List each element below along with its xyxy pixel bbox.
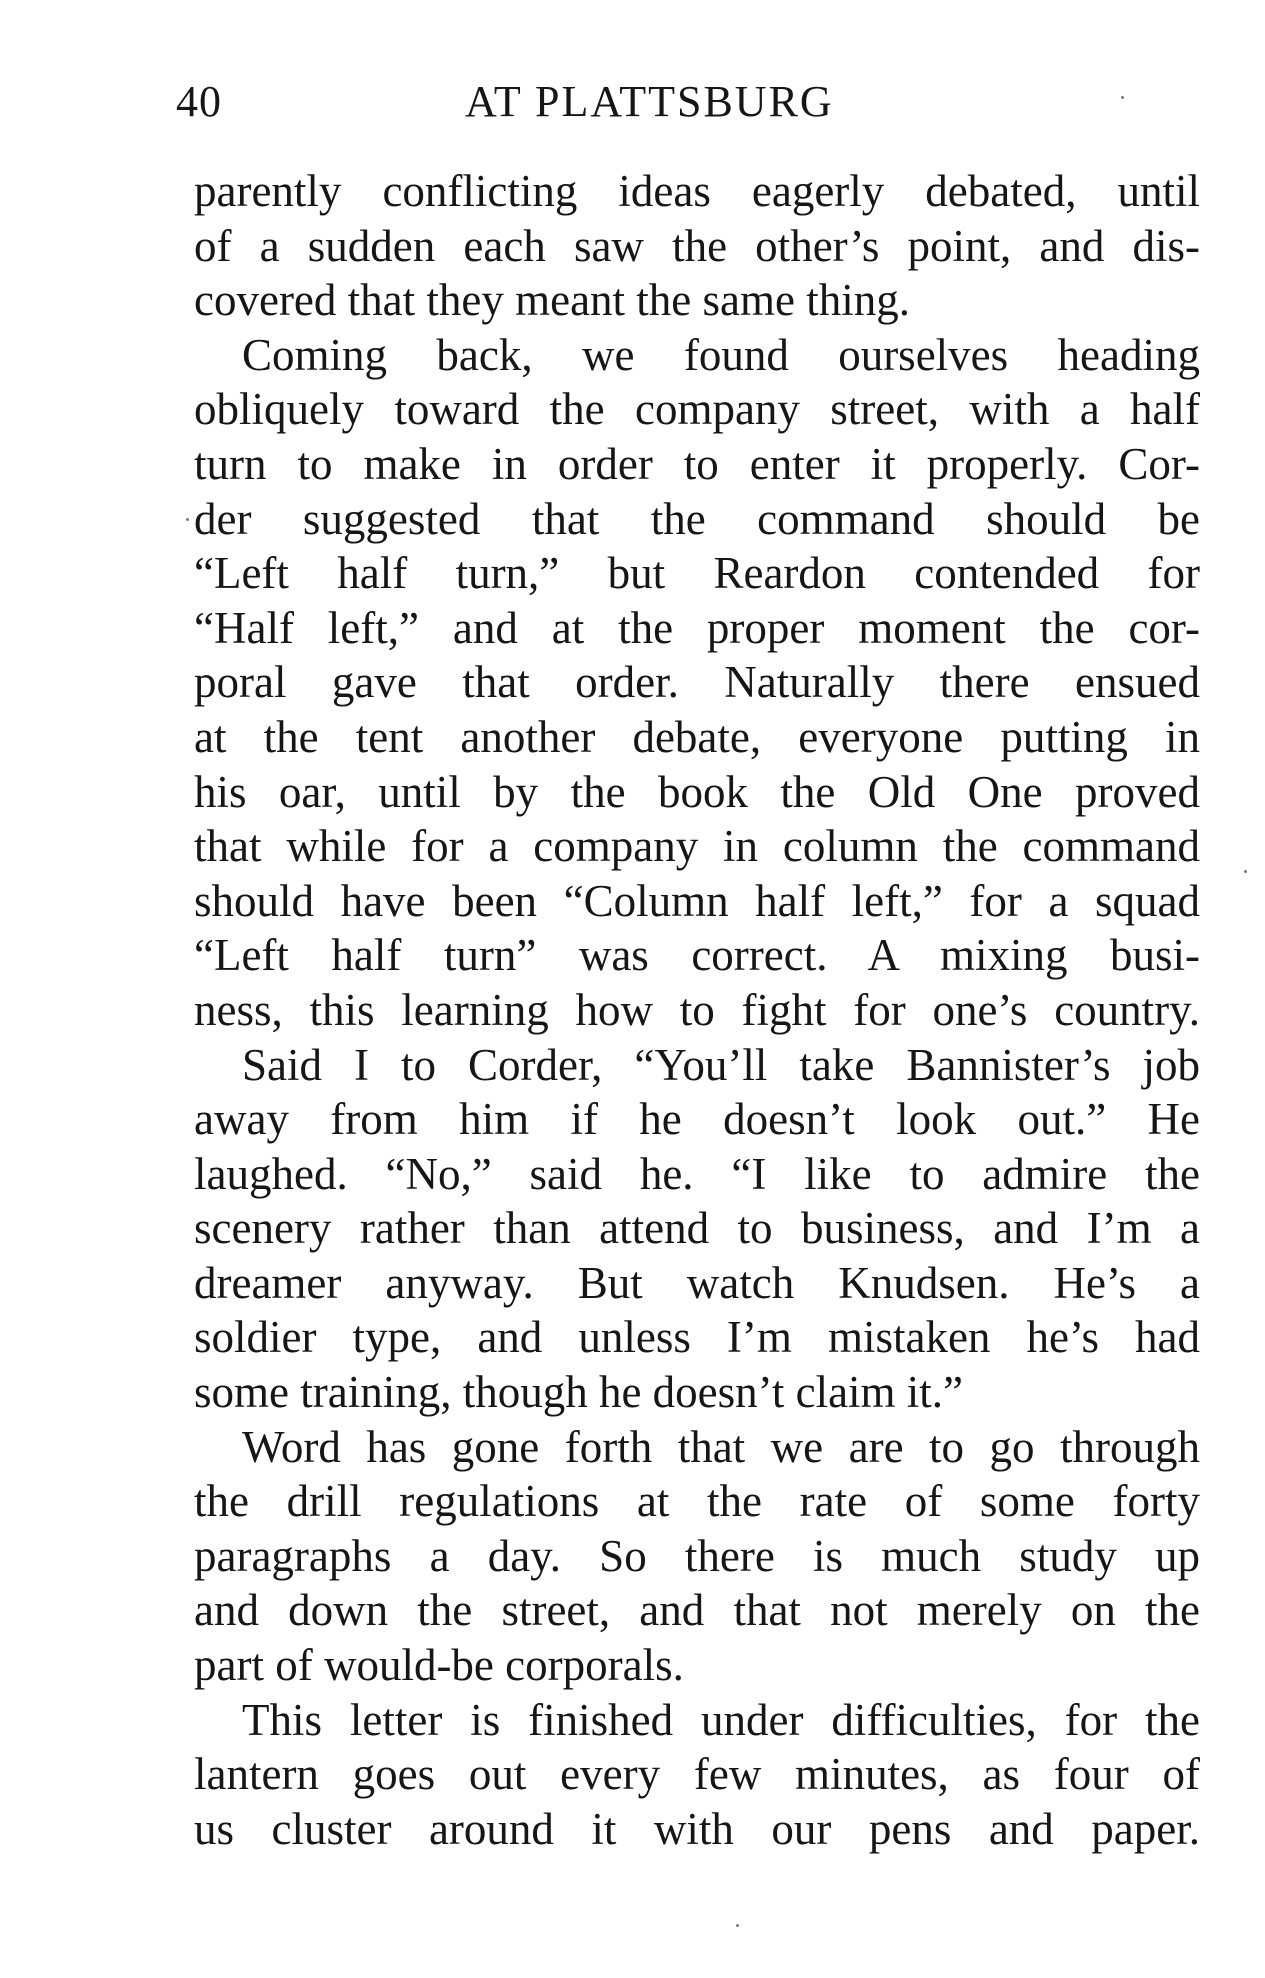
paper-speck bbox=[1244, 870, 1247, 873]
text-line: covered that they meant the same thing. bbox=[194, 275, 911, 326]
text-line: and down the street, and that not merely on the bbox=[194, 1585, 1200, 1636]
paragraph-5 bbox=[194, 1693, 1200, 1857]
text-line: of a sudden each saw the other’s point, and dis- bbox=[194, 220, 1200, 271]
text-line: ness, this learning how to fight for one’s country. bbox=[194, 984, 1200, 1035]
text-line: Coming back, we found ourselves heading bbox=[242, 329, 1200, 380]
text-line: poral gave that order. Naturally there ensued bbox=[194, 657, 1200, 708]
paragraph-4 bbox=[194, 1420, 1200, 1693]
body-text bbox=[194, 164, 1200, 1856]
text-line: Word has gone forth that we are to go through bbox=[242, 1421, 1200, 1472]
text-line: turn to make in order to enter it properly. Cor- bbox=[194, 438, 1200, 489]
text-line: obliquely toward the company street, with a half bbox=[194, 384, 1200, 435]
text-line: “Half left,” and at the proper moment the cor- bbox=[194, 602, 1200, 653]
text-line: some training, though he doesn’t claim it.” bbox=[194, 1367, 964, 1418]
text-line: laughed. “No,” said he. “I like to admire the bbox=[194, 1148, 1200, 1199]
text-line: that while for a company in column the command bbox=[194, 821, 1200, 872]
page-number: 40 bbox=[176, 77, 222, 126]
running-head: AT PLATTSBURG bbox=[465, 77, 834, 126]
text-line: lantern goes out every few minutes, as four of bbox=[194, 1749, 1200, 1800]
text-line: “Left half turn,” but Reardon contended for bbox=[194, 548, 1200, 599]
paper-speck bbox=[736, 1924, 739, 1927]
text-line: Said I to Corder, “You’ll take Bannister’s job bbox=[242, 1039, 1200, 1090]
paragraph-1 bbox=[194, 164, 1200, 328]
text-line: This letter is finished under difficulties, for the bbox=[242, 1694, 1200, 1745]
text-line: the drill regulations at the rate of some forty bbox=[194, 1476, 1200, 1527]
text-line: his oar, until by the book the Old One proved bbox=[194, 766, 1200, 817]
text-line: soldier type, and unless I’m mistaken he’s had bbox=[194, 1312, 1200, 1363]
text-line: at the tent another debate, everyone putting in bbox=[194, 711, 1200, 762]
paragraph-2 bbox=[194, 328, 1200, 1038]
text-line: dreamer anyway. But watch Knudsen. He’s a bbox=[194, 1257, 1200, 1308]
text-line: der suggested that the command should be bbox=[194, 493, 1200, 544]
text-line: paragraphs a day. So there is much study up bbox=[194, 1530, 1200, 1581]
text-line: should have been “Column half left,” for a squad bbox=[194, 875, 1200, 926]
paragraph-3 bbox=[194, 1038, 1200, 1420]
page-header bbox=[176, 72, 1106, 132]
text-line: parently conflicting ideas eagerly debated, until bbox=[194, 166, 1200, 216]
paper-speck bbox=[186, 518, 189, 521]
text-line: scenery rather than attend to business, and I’m a bbox=[194, 1203, 1200, 1254]
text-line: away from him if he doesn’t look out.” He bbox=[194, 1094, 1200, 1145]
text-line: us cluster around it with our pens and paper. bbox=[194, 1803, 1200, 1854]
text-line: part of would-be corporals. bbox=[194, 1640, 684, 1691]
paper-speck bbox=[1121, 96, 1124, 99]
text-line: “Left half turn” was correct. A mixing busi- bbox=[194, 930, 1200, 981]
